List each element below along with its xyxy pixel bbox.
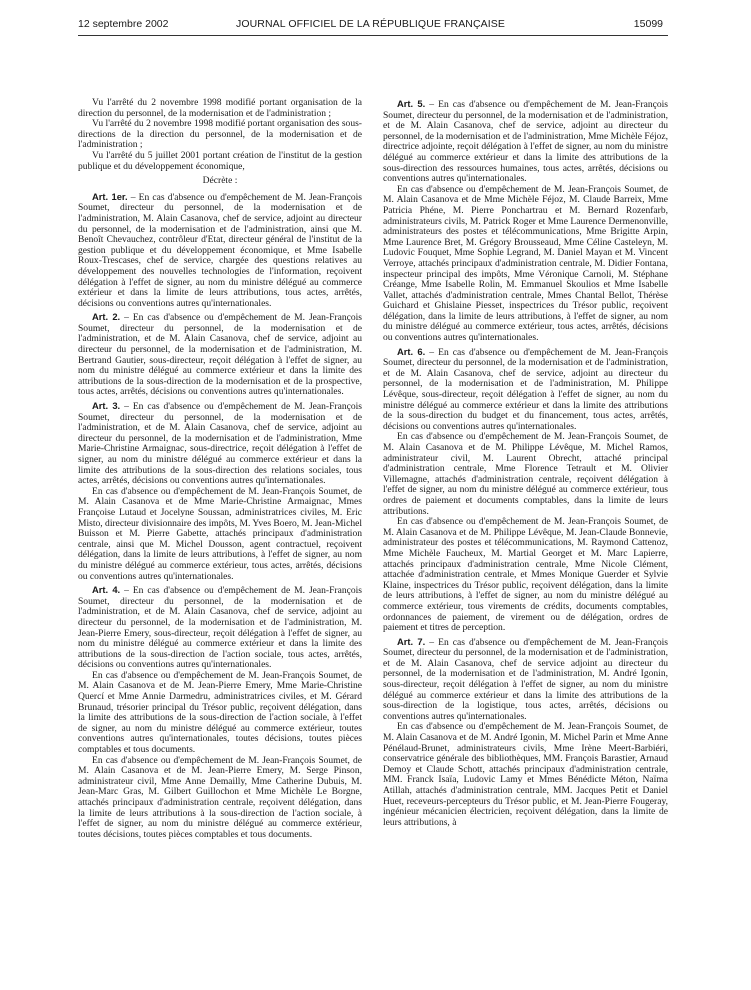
article-6 — [383, 347, 668, 433]
page-header — [78, 18, 663, 32]
article-text: – En cas d'absence ou d'empêchement de M. Jean-François Soumet, directeur du personnel, de la modernisation et de l'administration, et de M. Alain Casanova, chef de service, adjoint au directeur du personnel, de la modernisation et de l'administration, Mme Michèle Féjoz, directrice adjointe, reçoit délégation à l'effet de signer, au nom du ministre délégué au commerce extérieur et dans la limite des attributions de la sous-direction des ressources humaines, tous actes, arrêtés, décisions ou conventions autres qu'internationales. — [383, 99, 668, 185]
article-text: – En cas d'absence ou d'empêchement de M. Jean-François Soumet, directeur du personnel, de la modernisation et de l'administration, et de M. Alain Casanova, chef de service, adjoint au directeur du personnel, de la modernisation et de l'administration, M. Philippe Lévêque, sous-directeur, reçoit délégation à l'effet de signer, au nom du ministre délégué au commerce extérieur et dans la limite des attributions de la sous-direction du budget et du financement, tous actes, arrêtés, décisions ou conventions autres qu'internationales. — [383, 346, 668, 432]
article-label: Art. 1er. — [92, 190, 128, 202]
article-paragraph: En cas d'absence ou d'empêchement de M. Jean-François Soumet, de M. Alain Casanova et de M. Jean-Pierre Emery, Mme Marie-Christine Quercí et Mme Annie Darmedru, administratrices civiles, et M. Gérard Brunaud, trésorier principal du Trésor public, reçoivent délégation, dans la limite des attributions de la sous-direction de l'action sociale, à l'effet de signer, au nom du ministre délégué au commerce extérieur, toutes conventions autres qu'internationales, toutes décisions, toutes pièces comptables et tous documents. — [78, 669, 362, 756]
visa-paragraph: Vu l'arrêté du 5 juillet 2001 portant création de l'institut de la gestion publique et du développement économique, — [78, 149, 362, 172]
article-text: – En cas d'absence ou d'empêchement de M. Jean-François Soumet, directeur du personnel, de la modernisation et de l'administration, et de M. Alain Casanova, chef de service adjoint au directeur du personnel, de la modernisation et de l'administration, M. André Igonin, sous-directeur, reçoit délégation à l'effet de signer, au nom du ministre délégué au commerce extérieur et dans la limite des attributions de la sous-direction de la logistique, tous actes, arrêtés, décisions ou conventions autres qu'internationales. — [383, 636, 668, 722]
left-column — [78, 98, 362, 840]
right-column — [383, 99, 668, 828]
article-1 — [78, 192, 362, 310]
article-text: – En cas d'absence ou d'empêchement de M. Jean-François Soumet, directeur du personnel, de la modernisation et de l'administration, M. Alain Casanova, chef de service, adjoint au directeur du personnel, de la modernisation et de l'administration, ainsi que M. Benoît Chevauchez, contrôleur d'Etat, directeur général de l'institut de la gestion publique et du développement économique, et Mme Isabelle Roux-Trescases, chef de service, chargée des questions relatives au développement des nouvelles technologies de l'information, reçoivent délégation à l'effet de signer, au nom du ministre délégué au commerce extérieur et dans la limite de leurs attributions, tous actes, arrêtés, décisions ou conventions autres qu'internationales. — [78, 191, 362, 309]
article-label: Art. 2. — [92, 311, 121, 323]
article-text: – En cas d'absence ou d'empêchement de M. Jean-François Soumet, directeur du personnel, de la modernisation et de l'administration, et de M. Alain Casanova, chef de service, adjoint au directeur du personnel, de la modernisation et de l'administration, Mme Marie-Christine Armaignac, sous-directrice, reçoit délégation à l'effet de signer, au nom du ministre délégué au commerce extérieur et dans la limite des attributions de la sous-direction des relations sociales, tous actes, arrêtés, décisions ou conventions autres qu'internationales. — [78, 401, 362, 487]
header-page-number: 15099 — [633, 18, 663, 30]
article-text: – En cas d'absence ou d'empêchement de M. Jean-François Soumet, directeur du personnel, de la modernisation et de l'administration, et de M. Alain Casanova, chef de service, adjoint au directeur du personnel, de la modernisation et de l'administration, M. Jean-Pierre Emery, sous-directeur, reçoit délégation à l'effet de signer, au nom du ministre délégué au commerce extérieur et dans la limite des attributions de la sous-direction de l'action sociale, tous actes, arrêtés, décisions ou conventions autres qu'internationales. — [78, 585, 362, 671]
article-paragraph: En cas d'absence ou d'empêchement de M. Jean-François Soumet, de M. Alain Casanova et de Mme Marie-Christine Armaignac, Mmes Françoise Lutaud et Jocelyne Soussan, administratrices civiles, M. Eric Misto, directeur divisionnaire des impôts, M. Yves Boero, M. Jean-Michel Buisson et M. Pierre Gabette, attachés principaux d'administration centrale, ainsi que M. Michel Dousson, agent contractuel, reçoivent délégation, dans la limite de leurs attributions, à l'effet de signer, au nom du ministre délégué au commerce extérieur, tous actes, arrêtés, décisions ou conventions autres qu'internationales. — [78, 485, 362, 582]
article-label: Art. 3. — [92, 400, 121, 412]
decrete-heading: Décrète : — [202, 175, 238, 187]
header-journal-title: JOURNAL OFFICIEL DE LA RÉPUBLIQUE FRANÇAISE — [236, 18, 505, 30]
article-paragraph: En cas d'absence ou d'empêchement de M. Jean-François Soumet, de M. Alain Casanova et de M. Jean-Pierre Emery, M. Serge Pinson, administrateur civil, Mme Anne Demailly, Mme Catherine Dubuis, M. Jean-Marc Gras, M. Gilbert Guillochon et Mme Michèle Le Borgne, attachés principaux d'administration centrale, reçoivent délégation, dans la limite de leurs attributions à la sous-direction de l'action sociale, à l'effet de signer, au nom du ministre délégué au commerce extérieur, toutes décisions, toutes pièces comptables et tous documents. — [78, 754, 362, 840]
article-label: Art. 4. — [92, 584, 121, 596]
article-7 — [383, 637, 668, 723]
header-rule — [78, 35, 668, 36]
article-label: Art. 6. — [397, 345, 426, 357]
article-text: – En cas d'absence ou d'empêchement de M. Jean-François Soumet, directeur du personnel, de la modernisation et de l'administration, et de M. Alain Casanova, chef de service, adjoint au directeur du personnel, de la modernisation et de l'administration, M. Bertrand Gautier, sous-directeur, reçoit délégation à l'effet de signer, au nom du ministre délégué au commerce extérieur et dans la limite des attributions de la sous-direction de la modernisation et de la prospective, tous actes, arrêtés, décisions ou conventions autres qu'internationales. — [78, 312, 362, 398]
article-paragraph: En cas d'absence ou d'empêchement de M. Jean-François Soumet, de M. Alain Casanova et de M. Philippe Lévêque, M. Jean-Claude Bonnevie, administrateur des postes et télécommunications, M. Raymond Cattenoz, Mme Michèle Faucheux, M. Martial Georget et M. Marc Lapierre, attachés principaux d'administration centrale, Mme Nicole Clément, attachée d'administration centrale, et Mmes Monique Guerder et Sylvie Klaine, inspectrices du Trésor public, reçoivent délégation, dans la limite de leurs attributions, à l'effet de signer, au nom du ministre délégué au commerce extérieur, tous virements de crédits, documents comptables, ordonnances de paiement, de virement ou de délégation, ordres de paiement et titres de perception. — [383, 516, 668, 634]
article-label: Art. 5. — [397, 98, 426, 109]
article-paragraph: En cas d'absence ou d'empêchement de M. Jean-François Soumet, de M. Alain Casanova et de M. Philippe Lévêque, M. Michel Ramos, administrateur civil, M. Laurent Obrecht, attaché principal d'administration centrale, Mme Florence Tetrault et M. Olivier Villemagne, attachés d'administration centrale, reçoivent délégation à l'effet de signer, au nom du ministre délégué au commerce extérieur, tous ordres de paiement et documents comptables, dans la limite de leurs attributions. — [383, 431, 668, 517]
article-5 — [383, 99, 668, 185]
article-3 — [78, 401, 362, 487]
article-4 — [78, 585, 362, 671]
header-date: 12 septembre 2002 — [78, 18, 169, 30]
article-2 — [78, 312, 362, 398]
visa-paragraph: Vu l'arrêté du 2 novembre 1998 modifié portant organisation de la direction du personnel, de la modernisation et de l'administration ; — [78, 97, 362, 119]
article-paragraph: En cas d'absence ou d'empêchement de M. Jean-François Soumet, de M. Alain Casanova et de Mme Michèle Féjoz, M. Claude Barreix, Mme Patricia Phéne, M. Pierre Ponchartrau et M. Bernard Rozenfarb, administrateurs civils, M. Patrick Roger et Mme Laurence Dermenonville, administrateurs des postes et télécommunications, Mme Brigitte Arpin, Mme Laurence Bret, M. Grégory Brousseaud, Mme Céline Casteleyn, M. Ludovic Fouquet, Mme Sophie Legrand, M. Daniel Mayan et M. Vincent Verroye, attachés principaux d'administration centrale, M. Didier Fontana, inspecteur principal des impôts, Mme Véronique Carnoli, M. Stéphane Créange, Mme Isabelle Rolin, M. Emmanuel Skoulios et Mme Isabelle Vallet, attachés d'administration centrale, Mmes Chantal Bellot, Thérèse Guichard et Ghislaine Piesset, inspectrices du Trésor public, reçoivent délégation, dans la limite de leurs attributions, à l'effet de signer, au nom du ministre délégué au commerce extérieur, tous actes, arrêtés, décisions ou conventions autres qu'internationales. — [383, 183, 668, 344]
article-label: Art. 7. — [397, 635, 426, 647]
article-paragraph: En cas d'absence ou d'empêchement de M. Jean-François Soumet, de M. Alain Casanova et de M. André Igonin, M. Michel Parin et Mme Anne Pénélaud-Brunet, administrateurs civils, Mme Irène Meert-Barbiéri, conservatrice générale des bibliothèques, MM. François Barastier, Arnaud Demoy et Claude Schott, attachés principaux d'administration centrale, MM. Franck Isaïa, Ludovic Lamy et Mmes Bénédicte Méton, Naïma Atillah, attachés d'administration centrale, MM. Jacques Petit et Daniel Huet, receveurs-percepteurs du Trésor public, et M. Jean-Pierre Fougeray, ingénieur mécanicien électricien, reçoivent délégation, dans la limite de leurs attributions, à — [383, 721, 668, 828]
visa-paragraph: Vu l'arrêté du 2 novembre 1998 modifié portant organisation des sous-directions de la direction du personnel, de la modernisation et de l'administration ; — [78, 118, 362, 151]
